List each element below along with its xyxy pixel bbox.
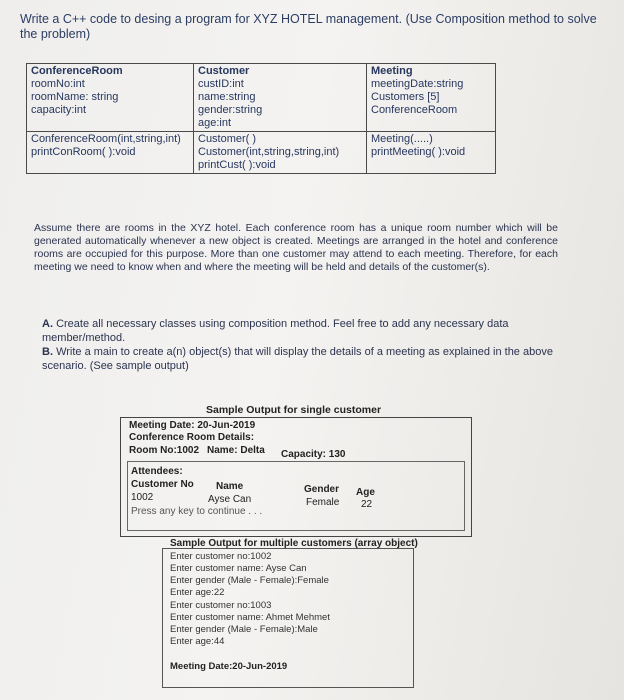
meeting-class-name: Meeting (371, 65, 413, 77)
sample-multiple-output (162, 548, 414, 688)
meeting-attr: meetingDate:string (371, 78, 464, 90)
conference-room-attr: roomName: string (31, 91, 119, 103)
multiple-meeting-date: Meeting Date:20-Jun-2019 (170, 661, 288, 672)
task-a (42, 318, 562, 345)
task-a-label: A. (42, 318, 53, 330)
customer-attr: gender:string (198, 104, 263, 116)
col-name: Name (216, 481, 244, 492)
conference-room-method: ConferenceRoom(int,string,int) (31, 133, 181, 145)
console-line: Enter customer name: Ayse Can (170, 563, 307, 574)
console-line: Enter age:22 (170, 587, 225, 598)
attendees-heading: Attendees: (131, 466, 183, 477)
row-age: 22 (361, 499, 373, 510)
console-line: Enter gender (Male - Female):Male (170, 624, 318, 635)
meeting-methods (367, 132, 496, 174)
customer-attr: age:int (198, 117, 232, 129)
conference-room-methods (27, 132, 194, 174)
col-customer-no: Customer No (131, 479, 194, 490)
customer-method: Customer(int,string,string,int) (198, 146, 340, 158)
col-gender: Gender (304, 484, 340, 495)
task-a-text: Create all necessary classes using composition method. Feel free to add any necessary data member/method. (42, 318, 509, 344)
sample-single-output (120, 417, 472, 537)
sample-multiple-heading: Sample Output for multiple customers (array object) (170, 538, 418, 549)
room-no: Room No:1002 (129, 445, 200, 456)
uml-class-diagram (26, 63, 496, 174)
console-line: Enter customer no:1003 (170, 600, 272, 611)
meeting-attr: ConferenceRoom (371, 104, 458, 116)
meeting-date: Meeting Date: 20-Jun-2019 (129, 420, 256, 431)
task-b-text: Write a main to create a(n) object(s) that will display the details of a meeting as explained in the above scenario. (See sample output) (42, 346, 553, 372)
col-age: Age (356, 487, 375, 498)
page-title: Write a C++ code to desing a program for XYZ HOTEL management. (Use Composition method to solve the problem) (20, 12, 597, 41)
console-line: Enter age:44 (170, 636, 225, 647)
customer-attr: name:string (198, 91, 256, 103)
meeting-method: printMeeting( ):void (371, 146, 466, 158)
customer-class-name: Customer (198, 65, 250, 77)
conference-room-class-name: ConferenceRoom (31, 65, 123, 77)
customer-class (194, 64, 367, 132)
sample-single-heading: Sample Output for single customer (206, 404, 382, 416)
room-capacity: Capacity: 130 (281, 449, 346, 460)
press-continue: Press any key to continue . . . (131, 506, 263, 517)
room-details-heading: Conference Room Details: (129, 432, 255, 443)
uml-attributes-row (27, 64, 496, 132)
conference-room-class (27, 64, 194, 132)
console-line: Enter gender (Male - Female):Female (170, 575, 329, 586)
uml-methods-row (27, 132, 496, 174)
task-b (42, 346, 562, 373)
room-name: Name: Delta (207, 445, 265, 456)
customer-methods (194, 132, 367, 174)
customer-method: printCust( ):void (198, 159, 276, 171)
meeting-method: Meeting(.....) (371, 133, 433, 145)
console-line: Enter customer no:1002 (170, 551, 272, 562)
meeting-class (367, 64, 496, 132)
task-b-label: B. (42, 346, 53, 358)
customer-attr: custID:int (198, 78, 244, 90)
row-gender: Female (306, 497, 340, 508)
conference-room-attr: capacity:int (31, 104, 87, 116)
attendees-panel (127, 461, 465, 531)
row-name: Ayse Can (208, 494, 252, 505)
console-line: Enter customer name: Ahmet Mehmet (170, 612, 330, 623)
customer-method: Customer( ) (198, 133, 257, 145)
row-customer-no: 1002 (131, 492, 154, 503)
meeting-attr: Customers [5] (371, 91, 440, 103)
conference-room-attr: roomNo:int (31, 78, 85, 90)
conference-room-method: printConRoom( ):void (31, 146, 136, 158)
scenario-description: Assume there are rooms in the XYZ hotel. Each conference room has a unique room number which will be generated automatically whenever a new object is created. Meetings are arranged in the hotel and conference rooms are occupied for this purpose. More than one customer may attend to each meeting. Therefore, for each meeting we need to know when and where the meeting will be held and details of the customer(s). (34, 222, 558, 273)
task-list (42, 318, 562, 374)
